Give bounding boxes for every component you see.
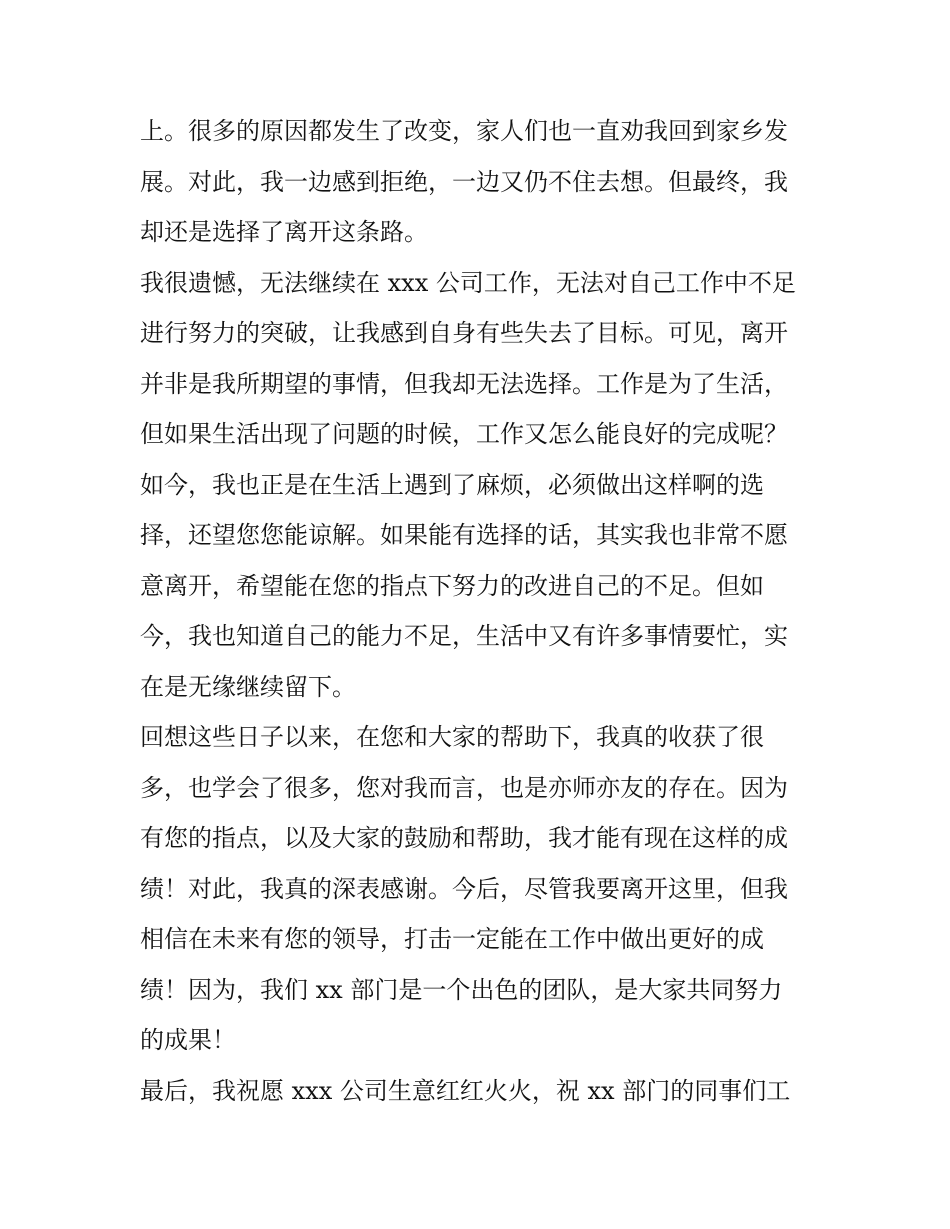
text-line: 今，我也知道自己的能力不足，生活中又有许多事情要忙，实 [140,622,788,650]
text-line: 相信在未来有您的领导，打击一定能在工作中做出更好的成 [140,925,764,953]
text-line: 但如果生活出现了问题的时候，工作又怎么能良好的完成呢？ [140,420,788,448]
text-line: 绩！因为，我们 xx 部门是一个出色的团队，是大家共同努力 [140,975,783,1004]
text-line: 多，也学会了很多，您对我而言，也是亦师亦友的存在。因为 [140,773,788,802]
text-line: 我很遗憾，无法继续在 xxx 公司工作，无法对自己工作中不足 [140,268,796,297]
text-line: 的成果！ [140,1026,236,1054]
text-line: 绩！对此，我真的深表感谢。今后，尽管我要离开这里，但我 [140,874,788,903]
text-line: 上。很多的原因都发生了改变，家人们也一直劝我回到家乡发 [140,117,788,145]
text-line: 并非是我所期望的事情，但我却无法选择。工作是为了生活， [140,369,788,398]
text-line: 却还是选择了离开这条路。 [140,218,428,246]
text-line: 如今，我也正是在生活上遇到了麻烦，必须做出这样啊的选 [140,470,764,499]
text-line: 回想这些日子以来，在您和大家的帮助下，我真的收获了很 [140,723,764,751]
text-line: 进行努力的突破，让我感到自身有些失去了目标。可见，离开 [140,319,788,347]
text-line: 展。对此，我一边感到拒绝，一边又仍不住去想。但最终，我 [140,167,788,196]
text-line: 意离开，希望能在您的指点下努力的改进自己的不足。但如 [140,571,764,600]
letter-body [140,106,812,1116]
text-line: 择，还望您您能谅解。如果能有选择的话，其实我也非常不愿 [140,521,788,549]
text-line: 在是无缘继续留下。 [140,672,356,701]
text-line: 最后，我祝愿 xxx 公司生意红红火火，祝 xx 部门的同事们工 [140,1076,791,1105]
text-line: 有您的指点，以及大家的鼓励和帮助，我才能有现在这样的成 [140,824,788,852]
